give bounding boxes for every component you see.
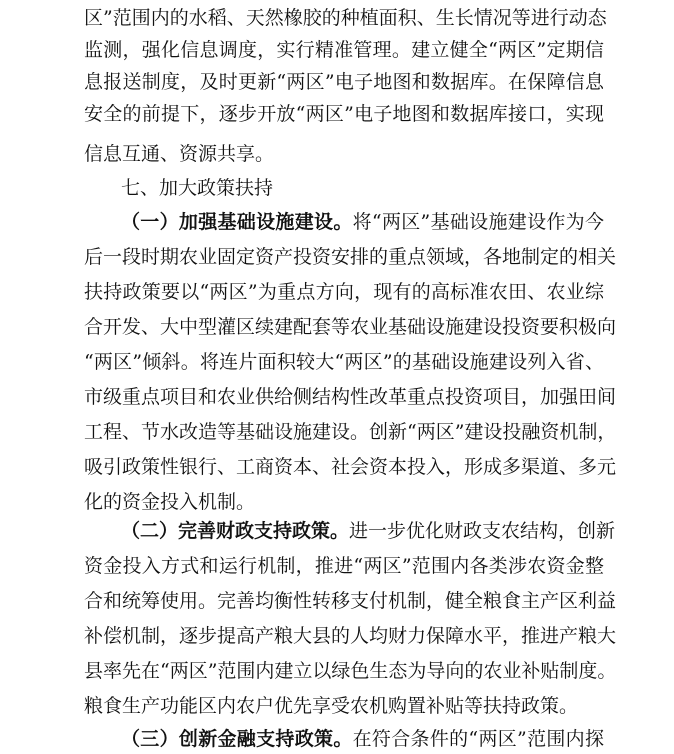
para1-line-5: 信息互通、资源共享。 xyxy=(84,143,275,165)
para2-line-3: 扶持政策要以“两区”为重点方向，现有的高标准农田、农业综 xyxy=(84,281,604,303)
para2-line-9: 化的资金投入机制。 xyxy=(84,491,256,513)
para3-line-6: 粮食生产功能区内农户优先享受农机购置补贴等扶持政策。 xyxy=(84,695,579,717)
para2-line-6: 市级重点项目和农业供给侧结构性改革重点投资项目，加强田间 xyxy=(84,386,617,408)
para3-title: （二）完善财政支持政策。 xyxy=(121,520,350,542)
para2-line-4: 合开发、大中型灌区续建配套等农业基础设施建设投资要积极向 xyxy=(84,316,617,338)
para1-line-4: 安全的前提下，逐步开放“两区”电子地图和数据库接口，实现 xyxy=(84,103,604,125)
para1-line-2: 监测，强化信息调度，实行精准管理。建立健全“两区”定期信 xyxy=(84,39,604,61)
para2-line-8: 吸引政策性银行、工商资本、社会资本投入，形成多渠道、多元 xyxy=(84,456,617,478)
para2-title: （一）加强基础设施建设。 xyxy=(121,211,353,233)
para3-line-2: 资金投入方式和运行机制，推进“两区”范围内各类涉农资金整 xyxy=(84,555,604,577)
para2-line-5: “两区”倾斜。将连片面积较大“两区”的基础设施建设列入省、 xyxy=(84,351,604,373)
para3-line-5: 县率先在“两区”范围内建立以绿色生态为导向的农业补贴制度。 xyxy=(84,660,617,682)
para3-first-line xyxy=(121,516,616,546)
para4-title: （三）创新金融支持政策。 xyxy=(121,728,353,750)
section-heading: 七、加大政策扶持 xyxy=(121,177,274,199)
para2-line-2: 后一段时期农业固定资产投资安排的重点领域，各地制定的相关 xyxy=(84,246,617,268)
para3-line-3: 合和统筹使用。完善均衡性转移支付机制，健全粮食主产区利益 xyxy=(84,590,617,612)
para4-first-line-rest: 在符合条件的“两区”范围内探 xyxy=(352,728,604,750)
para2-first-line-rest: 将“两区”基础设施建设作为今 xyxy=(352,211,604,233)
para2-line-7: 工程、节水改造等基础设施建设。创新“两区”建设投融资机制， xyxy=(84,421,617,443)
para2-first-line xyxy=(121,207,604,237)
para1-line-3: 息报送制度，及时更新“两区”电子地图和数据库。在保障信息 xyxy=(84,71,604,93)
para1-line-1: 区”范围内的水稻、天然橡胶的种植面积、生长情况等进行动态 xyxy=(84,7,607,29)
para3-first-line-rest: 进一步优化财政支农结构，创新 xyxy=(349,520,616,542)
para4-first-line xyxy=(121,724,604,754)
para3-line-4: 补偿机制，逐步提高产粮大县的人均财力保障水平，推进产粮大 xyxy=(84,625,617,647)
